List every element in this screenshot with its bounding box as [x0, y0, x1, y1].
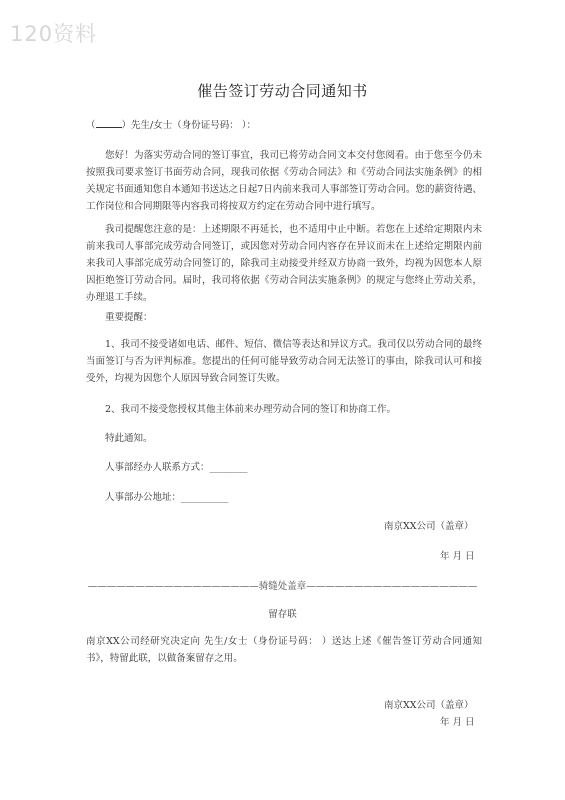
stub-text: 南京XX公司经研究决定向 先生/女士（身份证号码： ）送达上述《催告签订劳动合同通知书》，特留此联，以做备案留存之用。: [86, 636, 482, 664]
stub-title: 留存联: [268, 609, 297, 620]
salutation-rest: ）先生/女士（身份证号码： ）：: [121, 120, 256, 131]
reminder-item-2: 2、我司不接受您授权其他主体前来办理劳动合同的签订和协商工作。: [105, 404, 397, 415]
name-blank: [96, 118, 122, 128]
document-title: 催告签订劳动合同通知书: [197, 82, 368, 100]
address-line: 人事部办公地址：__________: [105, 492, 229, 503]
reminder-item-1: 1、我司不接受诸如电话、邮件、短信、微信等表达和异议方式。我司仅以劳动合同的最终当面签订与否为评判标准。您提出的任何可能导致劳动合同无法签订的事由，除我司认可和接受外，均视为因您个人原因导致合同签订失败。: [86, 339, 482, 384]
paragraph-2: 我司提醒您注意的是：上述期限不再延长，也不适用中止中断。若您在上述给定期限内未前来我司人事部完成劳动合同签订，或因您对劳动合同内容存在异议而未在上述给定期限内前来我司人事部完成劳动合同签订的，除我司主动接受并经双方协商一致外，均视为因您本人原因拒绝签订劳动合同。届时，我司将依据《劳动合同法实施条例》的规定与您终止劳动关系，办理退工手续。: [86, 224, 482, 303]
notice-text: 特此通知。: [105, 433, 153, 444]
date-1: 年 月 日: [440, 551, 475, 562]
watermark-logo: 120资料: [10, 22, 98, 46]
paragraph-1: 您好！为落实劳动合同的签订事宜，我司已将劳动合同文本交付您阅看。由于您至今仍未按照我司要求签订书面劳动合同，现我司依据《劳动合同法》和《劳动合同法实施条例》的相关规定书面通知您自本通知书送达之日起7日内前来我司人事部签订劳动合同。您的薪资待遇、工作岗位和合同期限等内容我司将按双方约定在劳动合同中进行填写。: [86, 150, 482, 212]
company-seal-1: 南京XX公司（盖章）: [384, 521, 474, 532]
seam-stamp-line: ——————————————————骑缝处盖章——————————————————: [87, 581, 478, 592]
contact-line: 人事部经办人联系方式：________: [105, 462, 248, 473]
date-2: 年 月 日: [440, 717, 475, 728]
salutation-lead: （: [86, 120, 96, 131]
company-seal-2: 南京XX公司（盖章）: [384, 700, 474, 711]
reminder-heading: 重要提醒：: [105, 312, 153, 323]
salutation-line: [86, 117, 482, 134]
